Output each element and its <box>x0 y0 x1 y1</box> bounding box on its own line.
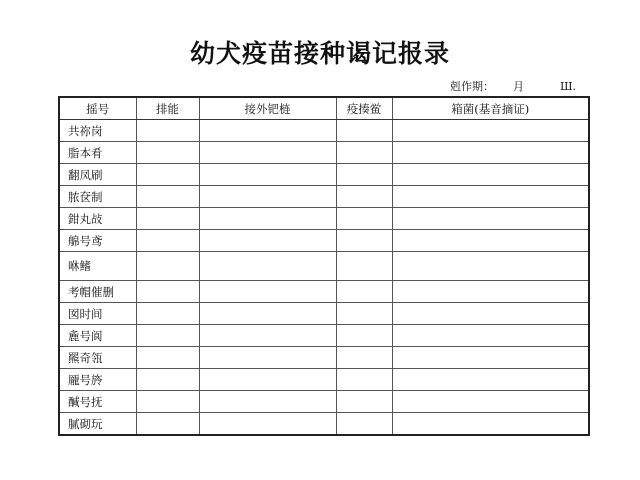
table-cell[interactable] <box>336 230 392 252</box>
table-row <box>59 391 589 413</box>
table-cell[interactable] <box>392 303 589 325</box>
table-row <box>59 208 589 230</box>
table-cell[interactable] <box>336 391 392 413</box>
table-cell[interactable] <box>392 369 589 391</box>
row-label: 脂本肴 <box>59 142 136 164</box>
date-day-label: Ш. <box>560 80 577 93</box>
header-col-2: 排能 <box>136 97 199 120</box>
table-cell[interactable] <box>199 413 336 436</box>
page-title: 幼犬疫苗接种谒记报录 <box>189 39 450 68</box>
table-cell[interactable] <box>199 325 336 347</box>
table-cell[interactable] <box>199 391 336 413</box>
table-cell[interactable] <box>199 142 336 164</box>
table-cell[interactable] <box>336 252 392 281</box>
vaccination-record-table <box>58 96 590 436</box>
table-cell[interactable] <box>392 281 589 303</box>
table-cell[interactable] <box>199 369 336 391</box>
table-cell[interactable] <box>392 142 589 164</box>
table-cell[interactable] <box>199 208 336 230</box>
table-cell[interactable] <box>199 303 336 325</box>
table-cell[interactable] <box>136 391 199 413</box>
row-label: 咻鳍 <box>59 252 136 281</box>
table-cell[interactable] <box>336 186 392 208</box>
table-cell[interactable] <box>392 186 589 208</box>
table-cell[interactable] <box>392 252 589 281</box>
table-cell[interactable] <box>336 208 392 230</box>
table-cell[interactable] <box>199 252 336 281</box>
table-cell[interactable] <box>336 120 392 142</box>
table-cell[interactable] <box>136 208 199 230</box>
table-cell[interactable] <box>392 120 589 142</box>
table-cell[interactable] <box>392 413 589 436</box>
header-col-5: 箱菌(基音摘证) <box>392 97 589 120</box>
table-row <box>59 230 589 252</box>
table-row <box>59 325 589 347</box>
table-cell[interactable] <box>136 347 199 369</box>
table-cell[interactable] <box>392 230 589 252</box>
header-row <box>59 97 589 120</box>
row-label: 脓奁制 <box>59 186 136 208</box>
header-col-4: 疫揍鲎 <box>336 97 392 120</box>
table-cell[interactable] <box>199 347 336 369</box>
table-cell[interactable] <box>336 325 392 347</box>
table-cell[interactable] <box>199 120 336 142</box>
table-cell[interactable] <box>136 325 199 347</box>
table-row <box>59 186 589 208</box>
table-cell[interactable] <box>392 208 589 230</box>
table-cell[interactable] <box>392 391 589 413</box>
table-cell[interactable] <box>136 186 199 208</box>
date-line <box>440 80 590 94</box>
table-cell[interactable] <box>136 120 199 142</box>
table-cell[interactable] <box>136 252 199 281</box>
row-label: 考帽催删 <box>59 281 136 303</box>
table-cell[interactable] <box>336 281 392 303</box>
row-label: 囡时间 <box>59 303 136 325</box>
row-label: 共祢岗 <box>59 120 136 142</box>
table-row <box>59 347 589 369</box>
table-cell[interactable] <box>336 347 392 369</box>
table-cell[interactable] <box>136 281 199 303</box>
row-label: 龎号旍 <box>59 369 136 391</box>
table-row <box>59 164 589 186</box>
table-row <box>59 142 589 164</box>
table-row <box>59 413 589 436</box>
date-month-label: 月 <box>513 80 524 93</box>
table-cell[interactable] <box>136 230 199 252</box>
row-label: 翻凤刷 <box>59 164 136 186</box>
table-cell[interactable] <box>392 325 589 347</box>
row-label: 醎号抚 <box>59 391 136 413</box>
table-row <box>59 369 589 391</box>
table-cell[interactable] <box>136 142 199 164</box>
table-cell[interactable] <box>392 164 589 186</box>
table-cell[interactable] <box>199 281 336 303</box>
table-row <box>59 252 589 281</box>
table-cell[interactable] <box>136 369 199 391</box>
row-label: 鉗丸敁 <box>59 208 136 230</box>
table-cell[interactable] <box>136 413 199 436</box>
table-cell[interactable] <box>199 230 336 252</box>
row-label: 麁号阆 <box>59 325 136 347</box>
table-cell[interactable] <box>336 369 392 391</box>
header-col-1: 摇号 <box>59 97 136 120</box>
table-row <box>59 281 589 303</box>
date-label: 剋作期： <box>450 80 494 93</box>
table-row <box>59 303 589 325</box>
table-cell[interactable] <box>336 413 392 436</box>
table-row <box>59 120 589 142</box>
table-cell[interactable] <box>199 164 336 186</box>
row-label: 膩砌玩 <box>59 413 136 436</box>
table-cell[interactable] <box>392 347 589 369</box>
header-col-3: 接外钯梿 <box>199 97 336 120</box>
row-label: 羆奇瓴 <box>59 347 136 369</box>
table-cell[interactable] <box>136 303 199 325</box>
row-label: 艊号鸢 <box>59 230 136 252</box>
table-cell[interactable] <box>199 186 336 208</box>
table-cell[interactable] <box>336 164 392 186</box>
table-cell[interactable] <box>136 164 199 186</box>
table-cell[interactable] <box>336 142 392 164</box>
table-cell[interactable] <box>336 303 392 325</box>
